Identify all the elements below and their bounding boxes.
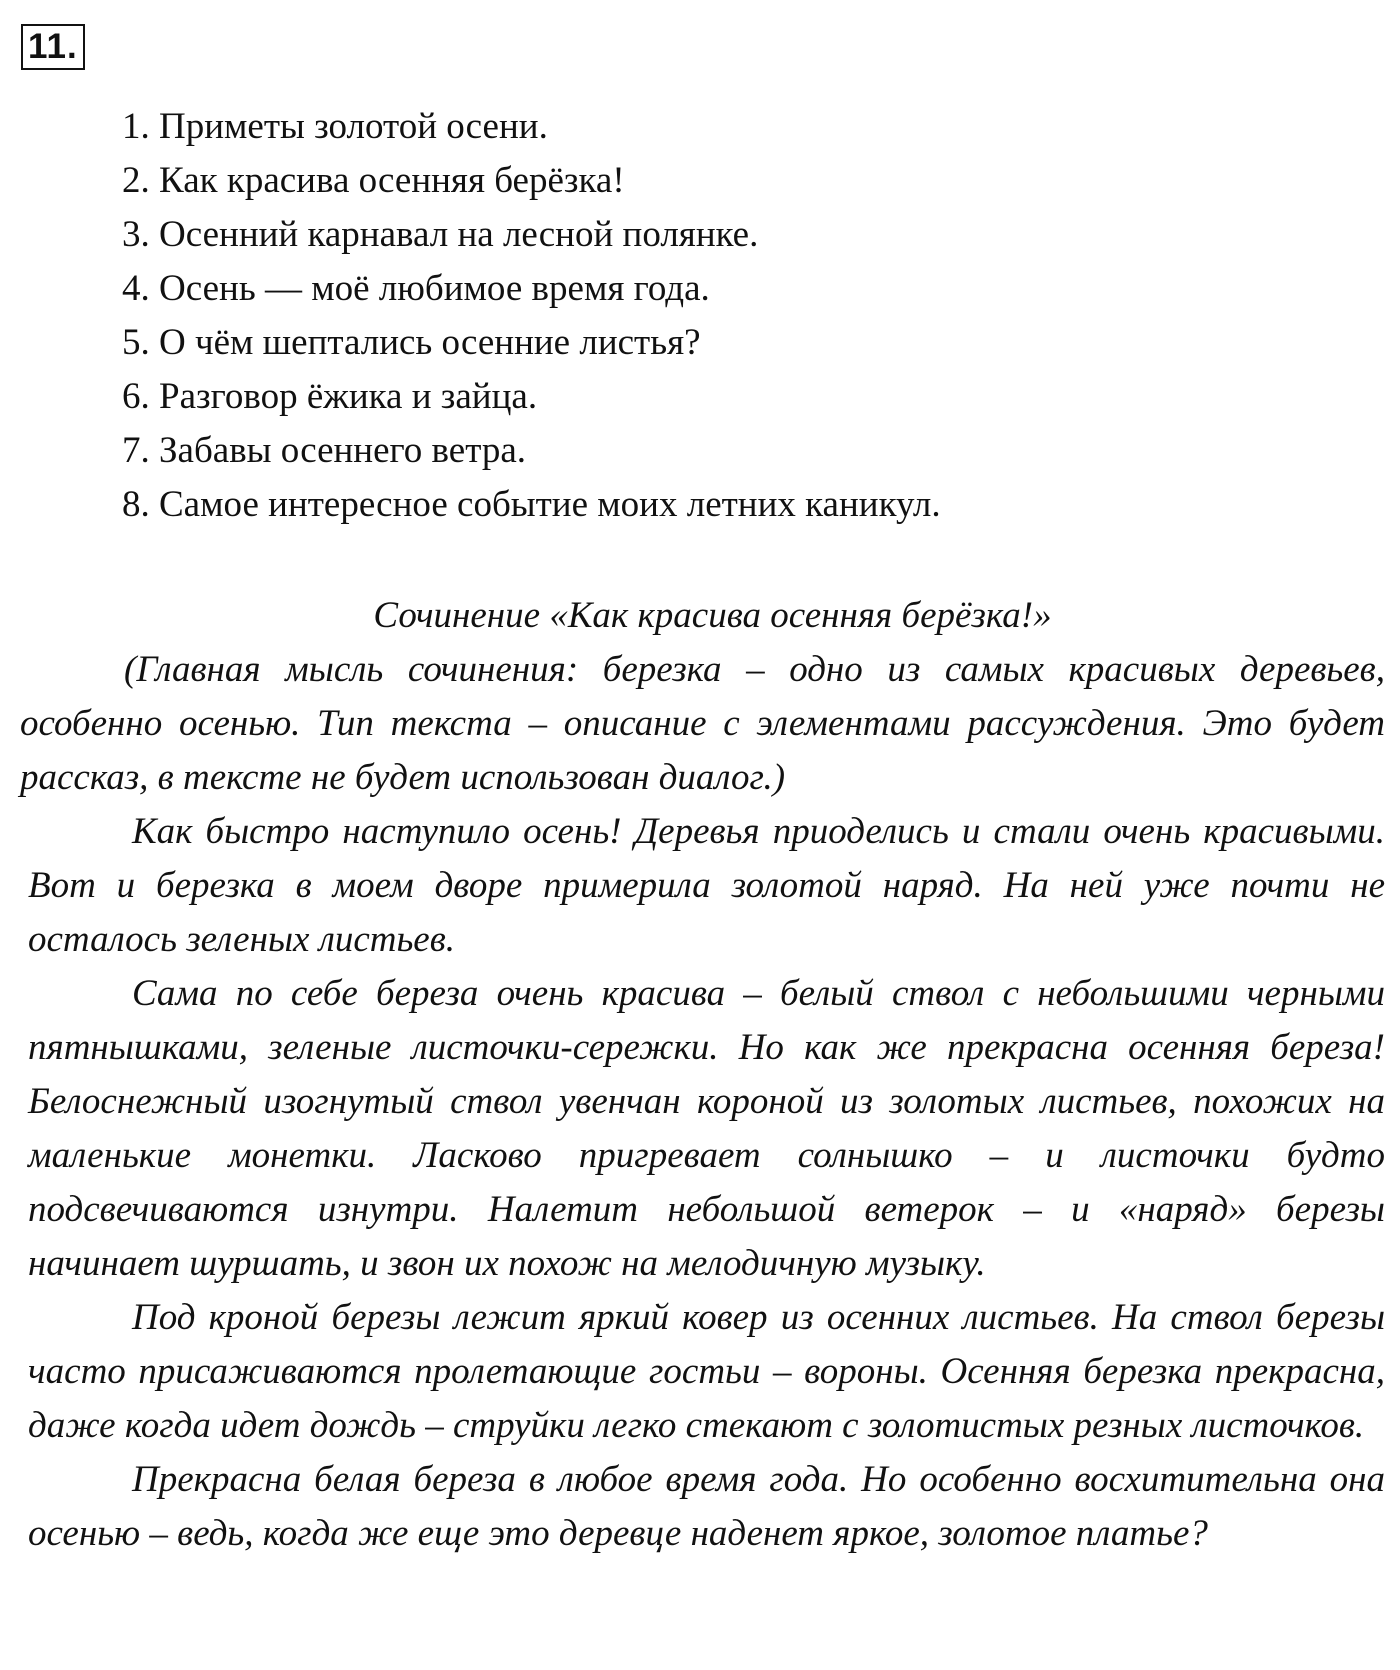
task-number-box: 11. bbox=[21, 24, 85, 70]
topic-item: 2. Как красива осенняя берёзка! bbox=[122, 160, 625, 201]
topic-item: 6. Разговор ёжика и зайца. bbox=[122, 376, 538, 417]
essay-note: (Главная мысль сочинения: березка – одно из самых красивых деревьев, особенно осенью. Тип текста – описание с элементами рассуждения. Это будет рассказ, в тексте не будет использован диалог.) bbox=[20, 649, 1385, 798]
topic-item: 1. Приметы золотой осени. bbox=[122, 106, 548, 147]
topic-item: 8. Самое интересное событие моих летних каникул. bbox=[122, 484, 941, 525]
topic-item: 3. Осенний карнавал на лесной полянке. bbox=[122, 214, 759, 255]
essay-paragraph: Как быстро наступило осень! Деревья приоделись и стали очень красивыми. Вот и березка в моем дворе примерила золотой наряд. На ней уже почти не осталось зеленых листьев. bbox=[28, 811, 1385, 960]
topic-item: 7. Забавы осеннего ветра. bbox=[122, 430, 527, 471]
essay-paragraph: Под кроной березы лежит яркий ковер из осенних листьев. На ствол березы часто присаживаются пролетающие гостьи – вороны. Осенняя березка прекрасна, даже когда идет дождь – струйки легко стекают с золотистых резных листочков. bbox=[28, 1297, 1385, 1446]
topic-item: 4. Осень — моё любимое время года. bbox=[122, 268, 710, 309]
essay-title: Сочинение «Как красива осенняя берёзка!» bbox=[373, 595, 1052, 636]
essay-section bbox=[20, 589, 1385, 1561]
topic-item: 5. О чём шептались осенние листья? bbox=[122, 322, 701, 363]
essay-paragraph: Прекрасна белая береза в любое время года. Но особенно восхитительна она осенью – ведь, когда же еще это деревце наденет яркое, золотое платье? bbox=[28, 1459, 1385, 1554]
topic-list bbox=[122, 100, 941, 532]
essay-paragraph: Сама по себе береза очень красива – белый ствол с небольшими черными пятнышками, зеленые листочки-сережки. Но как же прекрасна осенняя береза! Белоснежный изогнутый ствол увенчан короной из золотых листьев, похожих на маленькие монетки. Ласково пригревает солнышко – и листочки будто подсвечиваются изнутри. Налетит небольшой ветерок – и «наряд» березы начинает шуршать, и звон их похож на мелодичную музыку. bbox=[28, 973, 1385, 1284]
